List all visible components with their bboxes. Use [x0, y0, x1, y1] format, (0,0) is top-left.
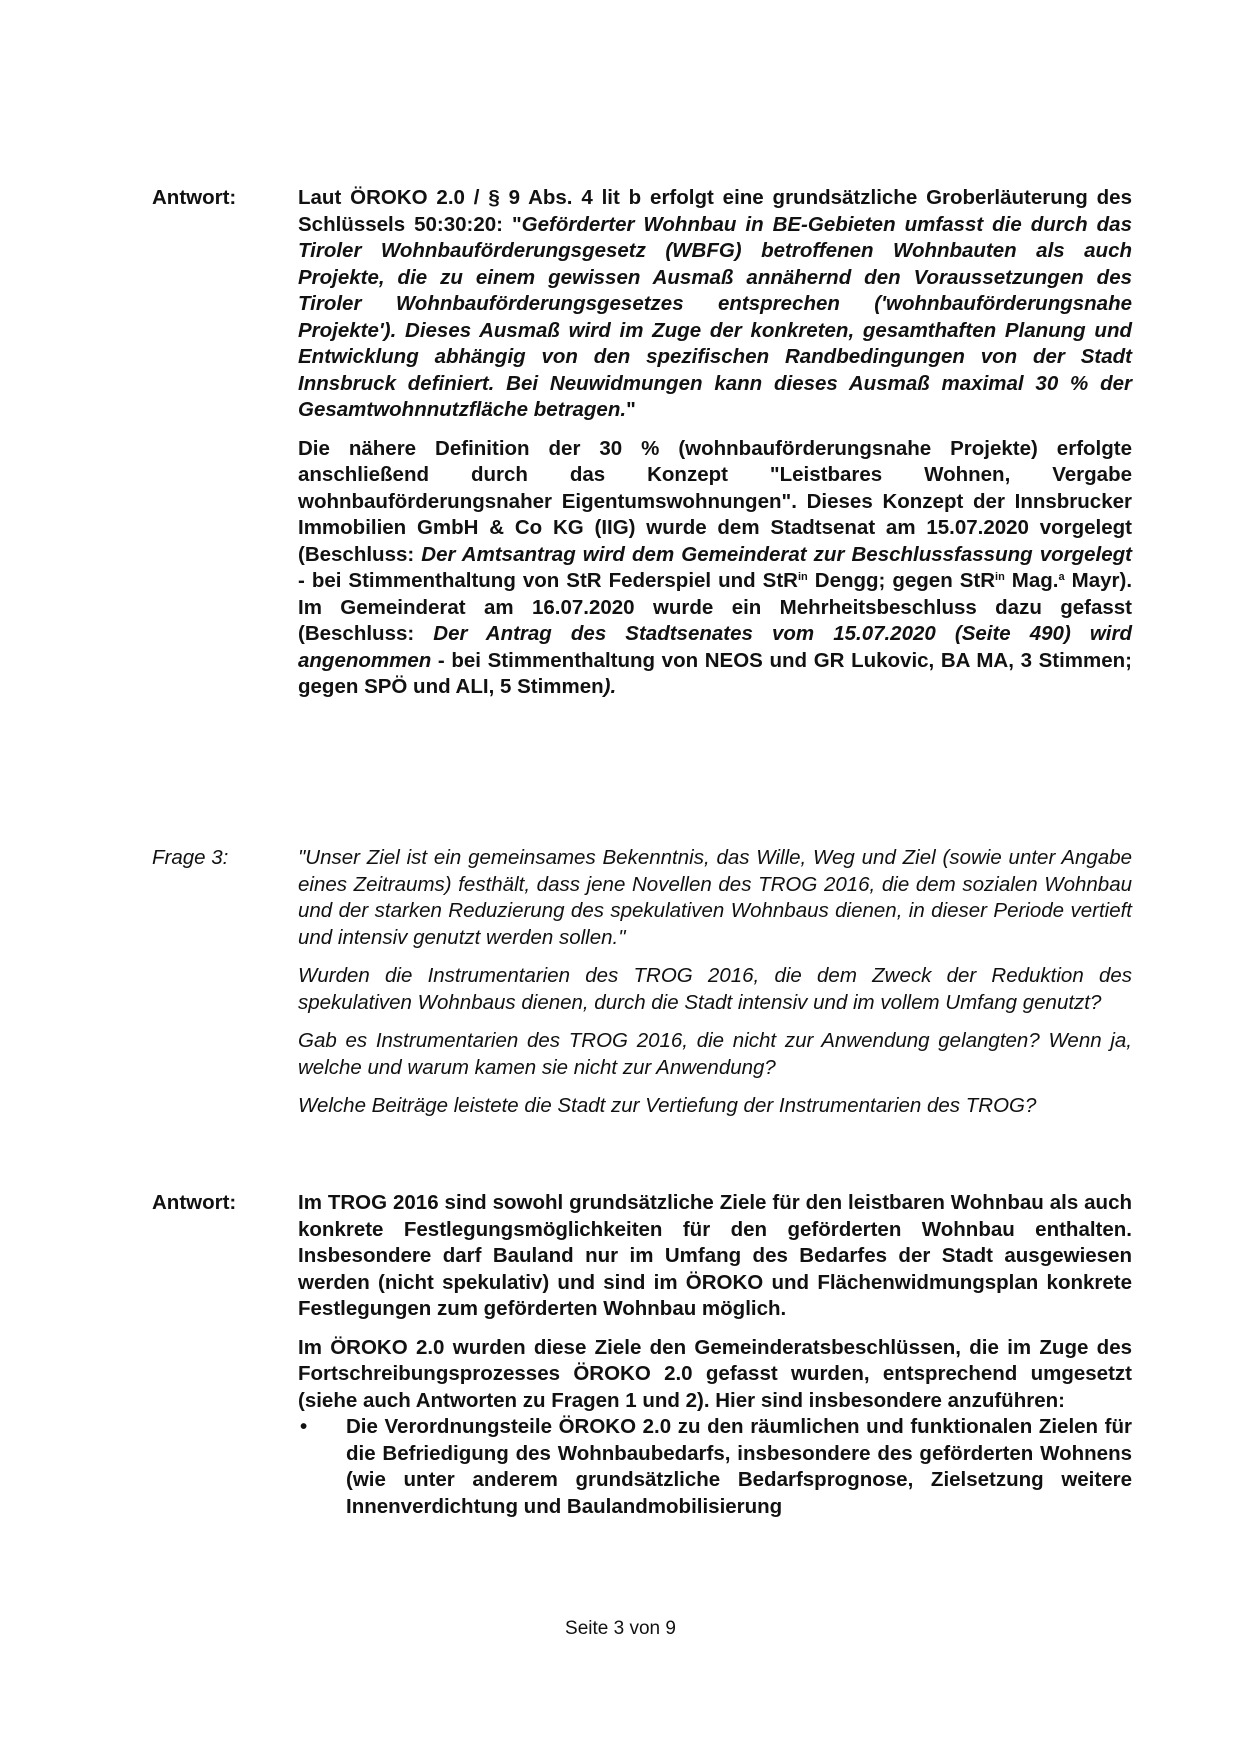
answer-label: Antwort: [152, 186, 237, 209]
list-item-text: Die Verordnungsteile ÖROKO 2.0 zu den räumlichen und funktionalen Zielen für die Befriedigung des Wohnbaubedarfs, insbesondere des geförderten Wohnens (wie unter anderem grundsätzliche Bedarfsprognose, Zielsetzung weitere Innenverdichtung und Baulandmobilisierung [346, 1415, 1132, 1518]
answer-block-1 [152, 185, 1132, 713]
quote-text: Geförderter Wohnbau in BE-Gebieten umfasst die durch das Tiroler Wohnbauförderungsgesetz (WBFG) betroffenen Wohnbauten als auch Projekte, die zu einem gewissen Ausmaß annähernd den Voraussetzungen des Tiroler Wohnbauförderungsgesetzes entsprechen ('wohnbauförderungsnahe Projekte'). Dieses Ausmaß wird im Zuge der konkreten, gesamthaften Planung und Entwicklung abhängig von den spezifischen Randbedingungen von der Stadt Innsbruck definiert. Bei Neuwidmungen kann dieses Ausmaß maximal 30 % der Gesamtwohnnutzfläche betragen. [298, 212, 1132, 421]
question-block-3 [152, 845, 1132, 1132]
answer-label: Antwort: [152, 1191, 237, 1214]
quote-close: " [626, 398, 636, 421]
answer-text: Mayr). Im Gemeinderat am 16.07.2020 wurde ein Mehrheitsbeschluss dazu gefasst (Beschluss: [298, 569, 1133, 645]
answer-text: Dengg; gegen StR [807, 569, 996, 592]
bullet-icon: • [300, 1415, 308, 1438]
question-label: Frage 3: [152, 846, 229, 869]
superscript: in [995, 571, 1005, 583]
superscript: a [1058, 571, 1065, 583]
resolution-text: Der Amtsantrag wird dem Gemeinderat zur Beschlussfassung vorgelegt [421, 542, 1133, 566]
answer-text: - bei Stimmenthaltung von StR Federspiel und StR [298, 569, 798, 592]
question-body [298, 845, 1132, 1132]
answer-body [298, 1190, 1132, 1520]
answer-text: Die nähere Definition der 30 % (wohnbauförderungsnahe Projekte) erfolgte anschließend durch das Konzept "Leistbares Wohnen, Vergabe wohnbauförderungsnaher Eigentumswohnungen". Dieses Konzept der Innsbrucker Immobilien GmbH & Co KG (IIG) wurde dem Stadtsenat am 15.07.2020 vorgelegt (Beschluss: [298, 436, 1132, 566]
answer-paragraph [298, 185, 1132, 424]
answer-paragraph: Im TROG 2016 sind sowohl grundsätzliche Ziele für den leistbaren Wohnbau als auch konkrete Festlegungsmöglichkeiten für den geförderten Wohnbau enthalten. Insbesondere darf Bauland nur im Umfang des Bedarfes der Stadt ausgewiesen werden (nicht spekulativ) und sind im ÖROKO und Flächenwidmungsplan konkrete Festlegungen zum geförderten Wohnbau möglich. [298, 1191, 1132, 1320]
bullet-list [298, 1414, 1132, 1520]
answer-text: Mag. [1004, 569, 1059, 592]
answer-body [298, 185, 1132, 713]
answer-text: ). [603, 675, 617, 698]
question-paragraph: Wurden die Instrumentarien des TROG 2016, die dem Zweck der Reduktion des spekulativen Wohnbaus dienen, durch die Stadt intensiv und im vollem Umfang genutzt? [298, 964, 1132, 1014]
question-paragraph: Welche Beiträge leistete die Stadt zur Vertiefung der Instrumentarien des TROG? [298, 1094, 1037, 1117]
answer-block-3 [152, 1190, 1132, 1520]
superscript: in [797, 571, 808, 583]
answer-paragraph: Im ÖROKO 2.0 wurden diese Ziele den Gemeinderatsbeschlüssen, die im Zuge des Fortschreibungsprozesses ÖROKO 2.0 gefasst wurden, entsprechend umgesetzt (siehe auch Antworten zu Fragen 1 und 2). Hier sind insbesondere anzuführen: [298, 1335, 1132, 1412]
page-number: Seite 3 von 9 [565, 1618, 676, 1639]
answer-paragraph [298, 436, 1132, 701]
resolution-text: Der Antrag des Stadtsenates vom 15.07.2020 (Seite 490) wird angenommen [298, 622, 1132, 672]
answer-text: Laut ÖROKO 2.0 / § 9 Abs. 4 lit b erfolgt eine grundsätzliche Groberläuterung des Schlüssels 50:30:20: " [298, 186, 1132, 236]
question-paragraph: "Unser Ziel ist ein gemeinsames Bekenntnis, das Wille, Weg und Ziel (sowie unter Angabe eines Zeitraums) festhält, dass jene Novellen des TROG 2016, die dem sozialen Wohnbau und der starken Reduzierung des spekulativen Wohnbaus dienen, in dieser Periode vertieft und intensiv genutzt werden sollen." [298, 846, 1132, 949]
question-paragraph: Gab es Instrumentarien des TROG 2016, die nicht zur Anwendung gelangten? Wenn ja, welche und warum kamen sie nicht zur Anwendung? [298, 1029, 1132, 1079]
answer-text: - bei Stimmenthaltung von NEOS und GR Lukovic, BA MA, 3 Stimmen; gegen SPÖ und ALI, 5 Stimmen [298, 648, 1132, 698]
list-item [298, 1414, 1132, 1520]
